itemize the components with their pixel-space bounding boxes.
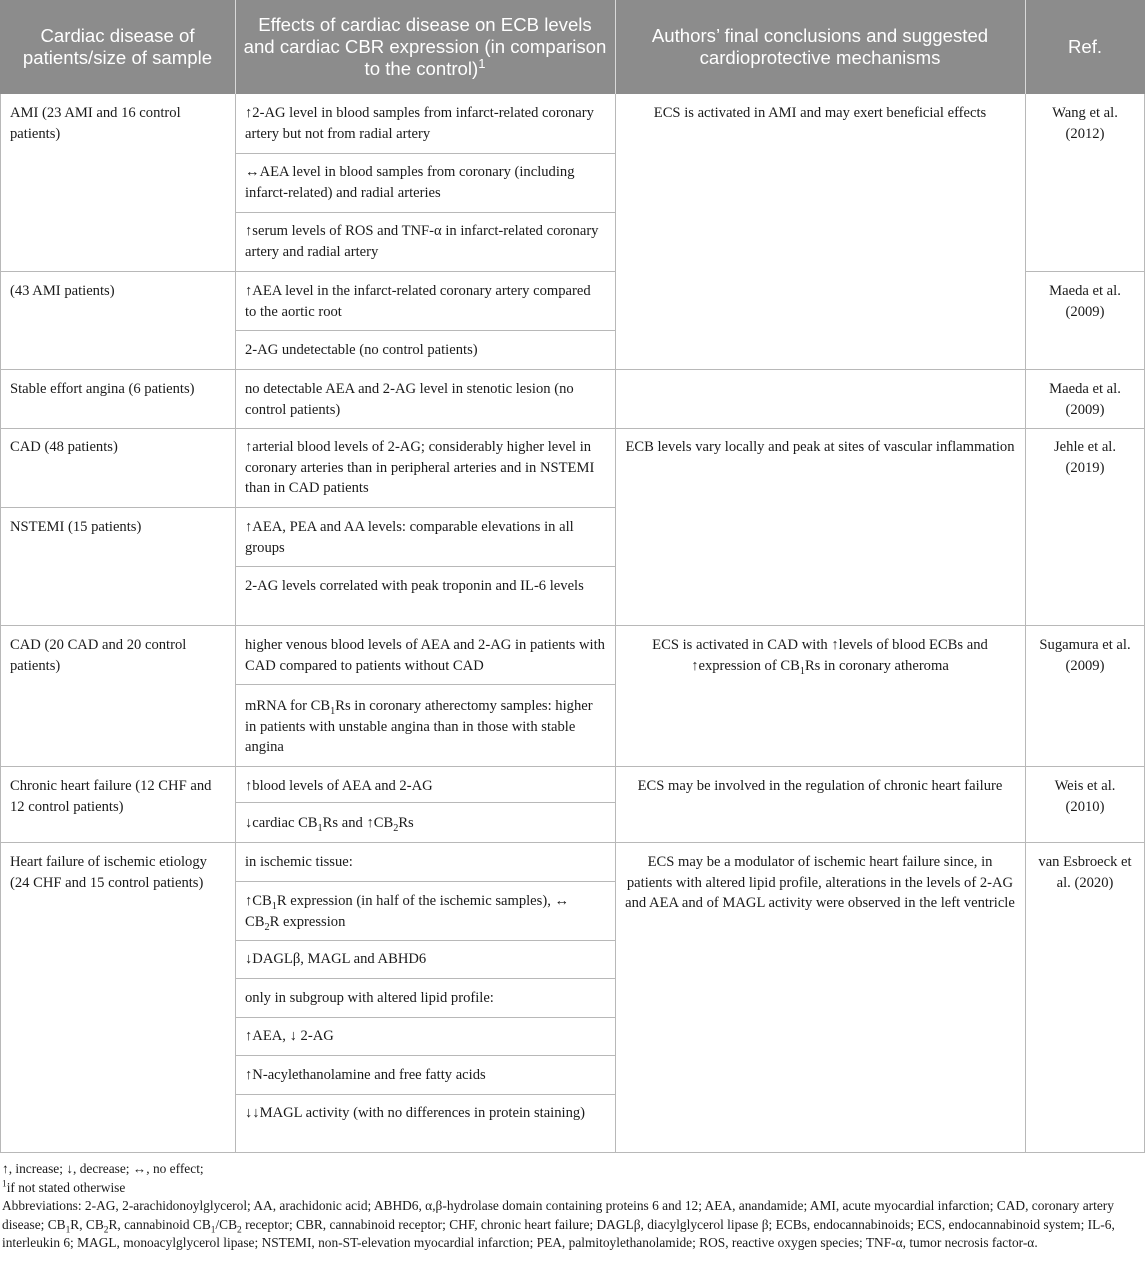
disease-cell: CAD (48 patients): [10, 439, 118, 455]
footnote-text: if not stated otherwise: [6, 1179, 126, 1195]
grid-line: [235, 428, 616, 429]
subscript: 2: [393, 822, 399, 834]
abbrev-text: Abbreviations: 2-AG, 2-arachidonoylglycerol; AA, arachidonic acid; ABHD6, α,β-hydrolase domain containing proteins 6 and 12; AEA, anandamide; AMI, acute myocardial infarction; CAD, coronary artery disease; CB: [2, 1198, 1114, 1232]
ref-cell: Sugamura et al. (2009): [1039, 637, 1131, 674]
grid-line: [235, 978, 616, 979]
grid-line: [235, 766, 616, 767]
cell-text: R expression (in half of the ischemic samples), ↔ CB: [245, 893, 570, 930]
effect-cell: ↓↓MAGL activity (with no differences in protein staining): [245, 1105, 586, 1121]
header-divider: [235, 0, 236, 94]
superscript: 1: [2, 1179, 7, 1190]
effect-cell: [235, 813, 615, 834]
grid-line: [235, 1017, 616, 1018]
grid-line: [0, 842, 236, 843]
cell-text: R expression: [269, 913, 346, 930]
abbrev-text: R, CB: [70, 1216, 104, 1232]
cell-text: Rs in coronary atheroma: [804, 657, 949, 674]
header-col-disease: Cardiac disease of patients/size of sample: [0, 0, 235, 94]
effect-cell: 2-AG levels correlated with peak troponin and IL-6 levels: [245, 578, 584, 594]
grid-line: [235, 625, 616, 626]
ref-cell: Maeda et al. (2009): [1049, 381, 1121, 418]
ref-cell: Wang et al. (2012): [1052, 105, 1118, 142]
effect-cell: ↑blood levels of AEA and 2-AG: [245, 778, 433, 794]
grid-line: [235, 369, 616, 370]
grid-line: [1025, 271, 1145, 272]
effect-cell: ↑arterial blood levels of 2-AG; considerably higher level in coronary arteries than in peripheral arteries and in NSTEMI than in CAD patients: [245, 439, 595, 496]
effect-cell: ↑AEA, PEA and AA levels: comparable elevations in all groups: [245, 519, 574, 556]
abbreviations: [2, 1197, 1142, 1253]
grid-line: [235, 842, 616, 843]
ref-cell: Maeda et al. (2009): [1049, 283, 1121, 320]
effect-cell: only in subgroup with altered lipid profile:: [245, 990, 494, 1006]
effect-cell: ↑serum levels of ROS and TNF-α in infarct-related coronary artery and radial artery: [245, 223, 599, 260]
abbrev-text: /CB: [215, 1216, 238, 1232]
effect-cell: ↑2-AG level in blood samples from infarct-related coronary artery but not from radial artery: [245, 105, 594, 142]
effect-cell: higher venous blood levels of AEA and 2-AG in patients with CAD compared to patients without CAD: [245, 637, 605, 674]
effect-cell: [235, 891, 615, 932]
grid-line: [235, 271, 616, 272]
disease-cell: Chronic heart failure (12 CHF and 12 control patients): [10, 778, 212, 815]
grid-line: [0, 1152, 1145, 1153]
grid-line: [0, 369, 236, 370]
grid-line: [0, 766, 236, 767]
conclusion-cell: [615, 635, 1025, 676]
grid-line: [235, 940, 616, 941]
cell-text: mRNA for CB: [245, 698, 331, 714]
grid-line: [235, 507, 616, 508]
disease-cell: AMI (23 AMI and 16 control patients): [10, 105, 181, 142]
subscript: 1: [799, 665, 805, 677]
grid-line: [615, 842, 1026, 843]
grid-line: [0, 507, 236, 508]
conclusion-cell: ECB levels vary locally and peak at sites of vascular inflammation: [625, 439, 1015, 455]
effect-cell: 2-AG undetectable (no control patients): [245, 342, 478, 358]
header-col-effects: Effects of cardiac disease on ECB levels and cardiac CBR expression (in comparison to the control)$^1$: [235, 0, 615, 94]
grid-line: [615, 766, 1026, 767]
conclusion-cell: ECS is activated in AMI and may exert beneficial effects: [653, 105, 987, 121]
disease-cell: CAD (20 CAD and 20 control patients): [10, 637, 187, 674]
ref-cell: Jehle et al. (2019): [1054, 439, 1116, 476]
table-footnotes: [2, 1160, 1142, 1253]
abbrev-text: R, cannabinoid CB: [108, 1216, 211, 1232]
effect-cell: in ischemic tissue:: [245, 854, 353, 870]
cell-text: Rs: [398, 815, 414, 831]
footnote-1: [2, 1179, 1142, 1198]
effect-cell: ↓DAGLβ, MAGL and ABHD6: [245, 951, 427, 967]
grid-line: [0, 428, 236, 429]
subscript: 1: [317, 822, 323, 834]
grid-line: [0, 625, 236, 626]
cell-text: Rs in coronary atherectomy samples: higher in patients with unstable angina than in those with stable angina: [245, 698, 593, 755]
header-col-conclusions: Authors’ final conclusions and suggested cardioprotective mechanisms: [615, 0, 1025, 94]
header-col-ref: Ref.: [1025, 0, 1145, 94]
disease-cell: Heart failure of ischemic etiology (24 CHF and 15 control patients): [10, 854, 207, 891]
cell-text: ↓cardiac CB: [245, 815, 318, 831]
disease-cell: (43 AMI patients): [10, 283, 115, 299]
grid-line: [0, 271, 236, 272]
effect-cell: [235, 696, 615, 758]
grid-line: [615, 94, 616, 1152]
grid-line: [1025, 625, 1145, 626]
disease-cell: NSTEMI (15 patients): [10, 519, 142, 535]
effect-cell: ↑AEA level in the infarct-related coronary artery compared to the aortic root: [245, 283, 591, 320]
grid-line: [1025, 766, 1145, 767]
grid-line: [1025, 842, 1145, 843]
subscript: 1: [330, 705, 336, 717]
ref-cell: van Esbroeck et al. (2020): [1038, 854, 1132, 891]
subscript: 1: [65, 1225, 71, 1236]
abbrev-text: receptor; CBR, cannabinoid receptor; CHF, chronic heart failure; DAGLβ, diacylglycerol lipase β; ECBs, endocannabinoids; ECS, endocannabinoid system; IL-6, interleukin 6; MAGL, monoacylglycerol lipase; NSTEMI, non-ST-elevation myocardial infarction; PEA, palmitoylethanolamide; ROS, reactive oxygen species; TNF-α, tumor necrosis factor-α.: [2, 1216, 1115, 1251]
effect-cell: ↔AEA level in blood samples from coronary (including infarct-related) and radial arteries: [245, 164, 575, 201]
subscript: 1: [210, 1225, 216, 1236]
grid-line: [235, 1055, 616, 1056]
grid-line: [615, 428, 1026, 429]
symbol-legend: ↑, increase; ↓, decrease; ↔, no effect;: [2, 1161, 204, 1176]
grid-line: [1025, 369, 1145, 370]
effect-cell: no detectable AEA and 2-AG level in stenotic lesion (no control patients): [245, 381, 574, 418]
cell-text: ↑CB: [245, 893, 272, 909]
grid-line: [615, 625, 1026, 626]
grid-line: [235, 153, 616, 154]
grid-line: [235, 330, 616, 331]
grid-line: [235, 566, 616, 567]
grid-line: [235, 802, 616, 803]
header-divider: [1025, 0, 1026, 94]
subscript: 1: [271, 900, 277, 912]
subscript: 2: [103, 1225, 109, 1236]
conclusion-cell: ECS may be a modulator of ischemic heart failure since, in patients with altered lipid profile, alterations in the levels of 2-AG and AEA and of MAGL activity were observed in the left ventricle: [625, 854, 1015, 911]
grid-line: [615, 369, 1026, 370]
grid-line: [235, 1094, 616, 1095]
grid-line: [235, 881, 616, 882]
effect-cell: ↑AEA, ↓ 2-AG: [245, 1028, 334, 1044]
header-divider: [615, 0, 616, 94]
cell-text: ECS is activated in CAD with ↑levels of blood ECBs and ↑expression of CB: [652, 637, 988, 674]
subscript: 2: [237, 1225, 242, 1236]
grid-line: [1025, 428, 1145, 429]
subscript: 2: [264, 921, 270, 933]
effect-cell: ↑N-acylethanolamine and free fatty acids: [245, 1067, 486, 1083]
disease-cell: Stable effort angina (6 patients): [10, 381, 195, 397]
grid-line: [0, 94, 1, 1152]
grid-line: [235, 684, 616, 685]
grid-line: [1025, 94, 1026, 1152]
grid-line: [235, 212, 616, 213]
ref-cell: Weis et al. (2010): [1054, 778, 1116, 815]
conclusion-cell: ECS may be involved in the regulation of chronic heart failure: [637, 778, 1003, 794]
cell-text: Rs and ↑CB: [322, 815, 394, 831]
